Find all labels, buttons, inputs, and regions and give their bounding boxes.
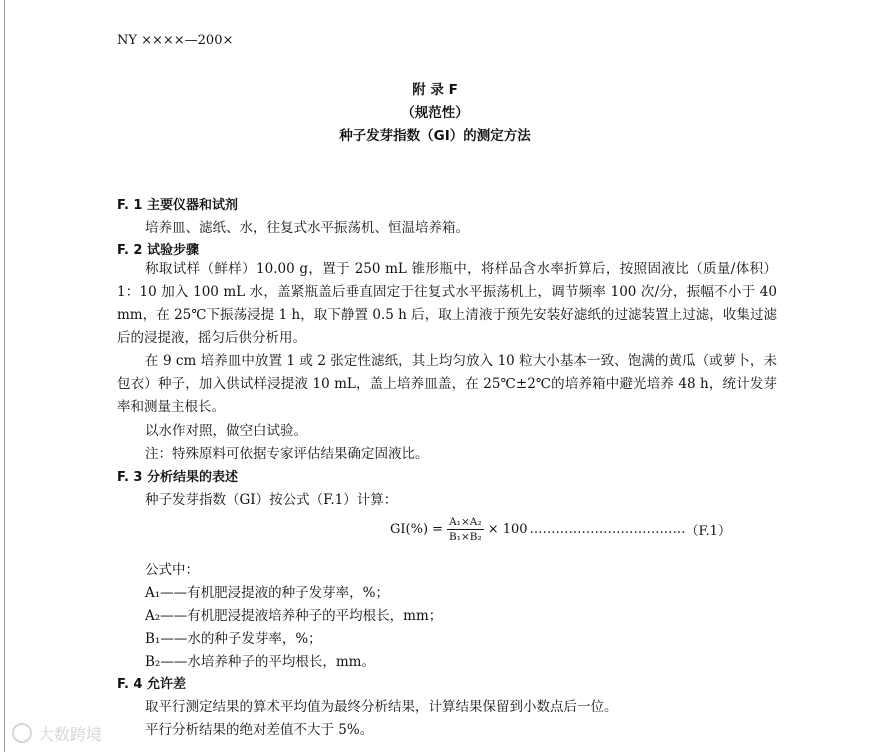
formula-number: （F.1） bbox=[685, 524, 731, 539]
appendix-title: 种子发芽指数（GI）的测定方法 bbox=[339, 128, 531, 144]
var-b1: B₁——水的种子发芽率，%； bbox=[145, 631, 322, 647]
section-heading-f1: F. 1 主要仪器和试剂 bbox=[117, 198, 239, 213]
f1-text: 培养皿、滤纸、水，往复式水平振荡机、恒温培养箱。 bbox=[145, 220, 469, 236]
formula-f1 bbox=[390, 516, 731, 543]
watermark-logo-icon bbox=[12, 723, 32, 743]
watermark bbox=[12, 722, 102, 745]
f2-note: 注：特殊原料可依据专家评估结果确定固液比。 bbox=[145, 446, 429, 462]
f2-paragraph-1: 称取试样（鲜样）10.00 g，置于 250 mL 锥形瓶中，将样品含水率折算后，按照固液比（质量/体积）1：10 加入 100 mL 水，盖紧瓶盖后垂直固定于往复式水平振荡机上，调节频率 100 次/分，振幅不小于 40 mm，在 25℃下振荡浸提 1 h，取下静置 0.5 h 后，取上清液于预先安装好滤纸的过滤装置上过滤，收集过滤后的浸提液，摇匀后供分析用。 bbox=[117, 261, 777, 346]
section-heading-f4: F. 4 允许差 bbox=[117, 677, 187, 692]
formula-numerator: A₁×A₂ bbox=[449, 516, 482, 528]
watermark-text: 大数跨境 bbox=[38, 725, 103, 744]
formula-denominator: B₁×B₂ bbox=[449, 531, 482, 543]
document-header: NY ××××—200× bbox=[117, 33, 234, 48]
formula-leader-dots: ……………………………… bbox=[529, 522, 686, 537]
formula-rhs: × 100 bbox=[487, 522, 528, 537]
var-a1: A₁——有机肥浸提液的种子发芽率，%； bbox=[145, 585, 389, 601]
var-b2: B₂——水培养种子的平均根长，mm。 bbox=[145, 654, 375, 670]
f2-paragraph-2: 在 9 cm 培养皿中放置 1 或 2 张定性滤纸，其上均匀放入 10 粒大小基本一致、饱满的黄瓜（或萝卜，未包衣）种子，加入供试样浸提液 10 mL，盖上培养皿盖，在 25℃±2℃的培养箱中避光培养 48 h，统计发芽率和测量主根长。 bbox=[117, 353, 777, 415]
formula-where: 公式中： bbox=[145, 562, 199, 578]
section-heading-f2: F. 2 试验步骤 bbox=[117, 243, 200, 258]
section-heading-f3: F. 3 分析结果的表述 bbox=[117, 470, 239, 485]
appendix-label: 附 录 F bbox=[412, 82, 458, 98]
f4-paragraph-1: 取平行测定结果的算术平均值为最终分析结果，计算结果保留到小数点后一位。 bbox=[145, 699, 618, 715]
var-a2: A₂——有机肥浸提液培养种子的平均根长，mm； bbox=[145, 608, 443, 624]
f3-intro: 种子发芽指数（GI）按公式（F.1）计算： bbox=[145, 492, 398, 508]
formula-lhs: GI(%) = bbox=[390, 522, 444, 537]
f2-paragraph-3: 以水作对照，做空白试验。 bbox=[145, 423, 307, 439]
f4-paragraph-2: 平行分析结果的绝对差值不大于 5%。 bbox=[145, 722, 374, 738]
appendix-nature: （规范性） bbox=[401, 105, 469, 121]
formula-fraction bbox=[447, 516, 484, 543]
